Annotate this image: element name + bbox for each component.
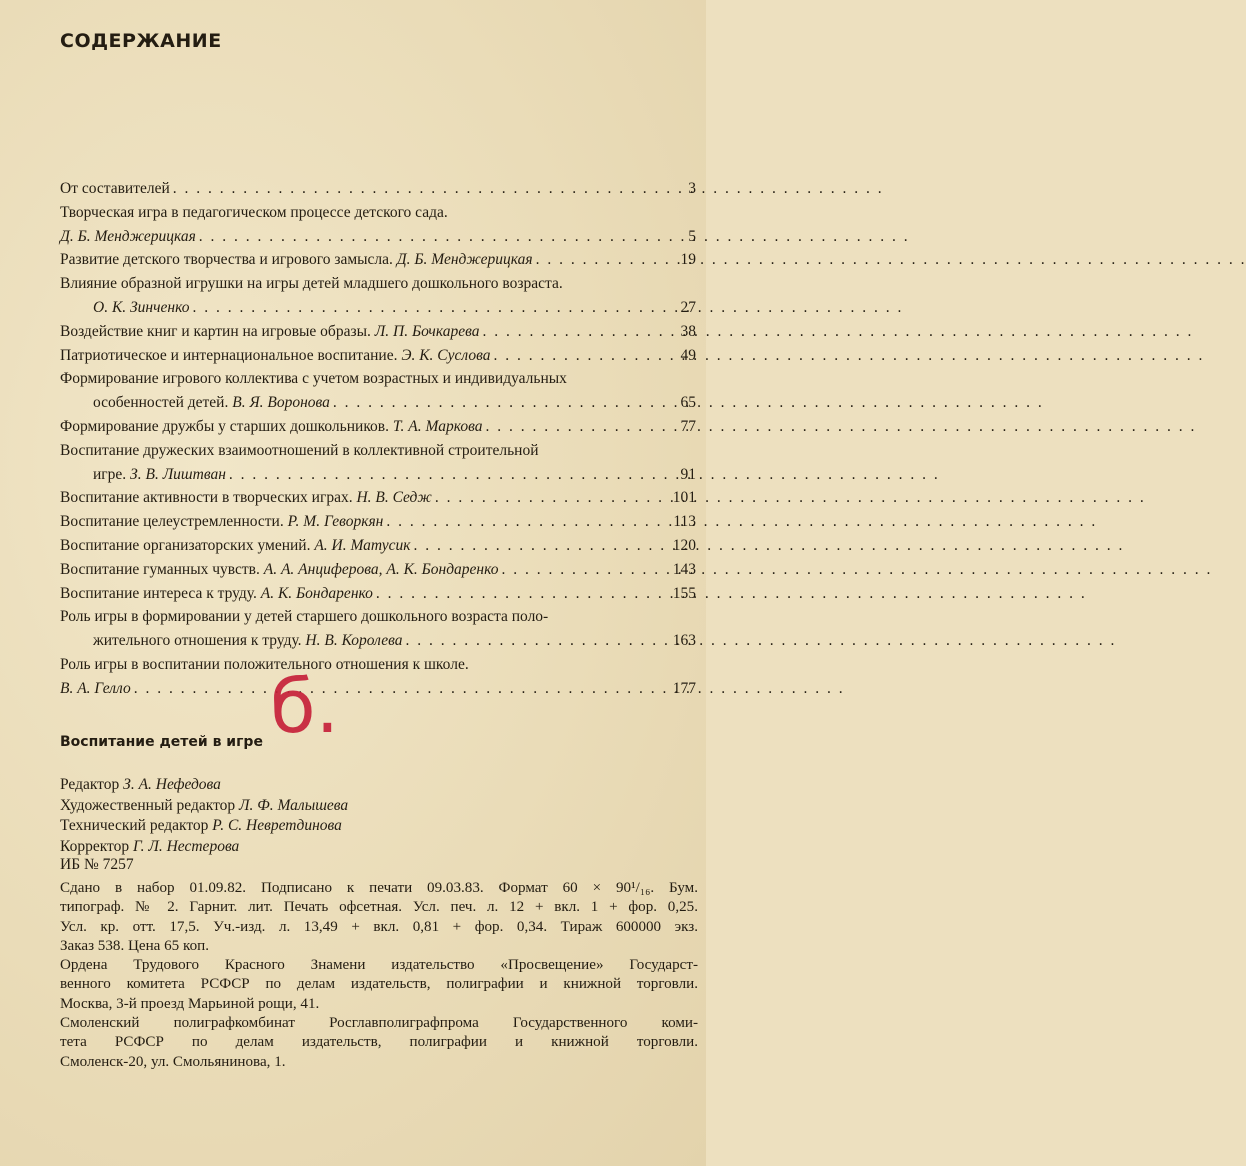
- toc-page-number: 91: [680, 465, 696, 483]
- toc-entry-text: [60, 275, 563, 293]
- toc-entry-text: [60, 180, 170, 198]
- toc-entry: [60, 323, 696, 347]
- toc-entry: [60, 489, 696, 513]
- toc-title: Формирование игрового коллектива с учетом возрастных и индивидуальных: [60, 370, 567, 388]
- toc-leader-dots: [192, 299, 668, 317]
- imprint-line: Заказ 538. Цена 65 коп.: [60, 937, 209, 954]
- toc-page-number: 101: [672, 489, 696, 507]
- toc-title: Роль игры в формировании у детей старшего дошкольного возраста поло-: [60, 608, 549, 626]
- toc-entry: [60, 394, 696, 418]
- toc-page-number: 27: [680, 298, 696, 316]
- toc-page-number: 38: [680, 322, 696, 340]
- toc-leader-dots: [376, 585, 668, 603]
- toc-author: Л. П. Бочкарева: [374, 322, 480, 340]
- toc-entry-text: [60, 442, 539, 460]
- toc-leader-dots: [134, 680, 668, 698]
- credit-person: Р. С. Невретдинова: [212, 817, 342, 835]
- toc-entry: [60, 537, 696, 561]
- toc-leader-dots: [493, 347, 668, 365]
- credit-role: Корректор: [60, 837, 130, 855]
- toc-title: Патриотическое и интернациональное воспитание.: [60, 346, 398, 364]
- toc-entry-text: [60, 680, 131, 698]
- toc-entry-text: [60, 585, 373, 603]
- imprint-block: [60, 880, 698, 1073]
- toc-entry-text: [93, 299, 189, 317]
- toc-title: Воспитание активности в творческих играх.: [60, 489, 353, 507]
- toc-title: Влияние образной игрушки на игры детей младшего дошкольного возраста.: [60, 275, 563, 293]
- toc-entry: [60, 251, 696, 275]
- toc-entry: [60, 442, 696, 466]
- toc-leader-dots: [485, 418, 668, 436]
- toc-leader-dots: [386, 513, 668, 531]
- toc-entry: [60, 370, 696, 394]
- toc-entry: [60, 204, 696, 228]
- toc-entry-text: [60, 251, 533, 269]
- toc-title: От составителей: [60, 180, 170, 197]
- toc-author: Р. М. Геворкян: [287, 513, 384, 531]
- credit-line: [60, 776, 700, 797]
- toc-entry-text: [60, 537, 411, 555]
- ib-number: ИБ № 7257: [60, 856, 134, 873]
- toc-entry: [60, 585, 696, 609]
- toc-leader-dots: [406, 632, 668, 650]
- toc-entry: [60, 632, 696, 656]
- toc-author: Н. В. Седж: [356, 489, 432, 507]
- toc-title: Роль игры в воспитании положительного отношения к школе.: [60, 655, 469, 673]
- toc-entry: [60, 608, 696, 632]
- toc-page-number: 19: [680, 251, 696, 269]
- imprint-line: Усл. кр. отт. 17,5. Уч.-изд. л. 13,49 + вкл. 0,81 + фор. 0,34. Тираж 600000 экз.: [60, 918, 698, 935]
- toc-leader-dots: [229, 466, 668, 484]
- toc-title: Развитие детского творчества и игрового замысла.: [60, 251, 393, 269]
- toc-page-number: 163: [672, 632, 696, 650]
- imprint-line: Москва, 3-й проезд Марьиной рощи, 41.: [60, 995, 320, 1012]
- imprint-line: Смоленский полиграфкомбинат Росглавполиграфпрома Государственного коми-: [60, 1015, 698, 1032]
- toc-page-number: 143: [672, 560, 696, 578]
- toc-page-number: 120: [672, 536, 696, 554]
- table-of-contents: [60, 180, 696, 704]
- toc-author: З. В. Лиштван: [130, 465, 226, 483]
- toc-leader-dots: [502, 561, 668, 579]
- toc-leader-dots: [414, 537, 669, 555]
- toc-leader-dots: [199, 228, 668, 246]
- toc-entry: [60, 513, 696, 537]
- toc-author: А. А. Анциферова, А. К. Бондаренко: [263, 560, 499, 578]
- toc-entry-text: [60, 489, 432, 507]
- toc-page-number: 5: [688, 227, 696, 245]
- handwritten-red-mark: б.: [270, 664, 340, 750]
- toc-leader-dots: [333, 394, 668, 412]
- credit-line: [60, 838, 700, 859]
- toc-author: А. И. Матусик: [314, 536, 411, 554]
- credit-person: Л. Ф. Малышева: [239, 796, 349, 814]
- toc-leader-dots: [482, 323, 668, 341]
- toc-entry-text: [60, 323, 479, 341]
- imprint-line: тета РСФСР по делам издательств, полиграфии и книжной торговли.: [60, 1034, 698, 1051]
- toc-entry-text: [60, 204, 448, 222]
- toc-entry: [60, 228, 696, 252]
- credit-role: Редактор: [60, 776, 120, 793]
- toc-entry: [60, 180, 696, 204]
- imprint-line: венного комитета РСФСР по делам издательств, полиграфии и книжной торговли.: [60, 976, 698, 993]
- toc-author: В. А. Гелло: [60, 679, 131, 697]
- toc-title: Формирование дружбы у старших дошкольников.: [60, 417, 390, 435]
- toc-entry-text: [60, 228, 196, 246]
- credit-line: [60, 797, 700, 818]
- book-title: Воспитание детей в игре: [60, 734, 263, 750]
- toc-entry-text: [60, 370, 567, 388]
- toc-entry-text: [60, 418, 482, 436]
- toc-entry: [60, 299, 696, 323]
- toc-author: В. Я. Воронова: [232, 394, 330, 412]
- toc-author: Д. Б. Менджерицкая: [396, 251, 533, 269]
- toc-author: О. К. Зинченко: [93, 298, 190, 316]
- toc-title: Творческая игра в педагогическом процессе детского сада.: [60, 203, 448, 221]
- toc-page-number: 3: [688, 180, 696, 197]
- toc-title: Воспитание целеустремленности.: [60, 513, 284, 531]
- toc-leader-dots: [173, 180, 668, 198]
- toc-title: Воспитание интереса к труду.: [60, 584, 257, 602]
- toc-page-number: 177: [672, 679, 696, 697]
- toc-leader-dots: [536, 251, 668, 269]
- toc-entry-text: [60, 347, 490, 365]
- toc-entry-text: [60, 608, 548, 626]
- toc-entry: [60, 275, 696, 299]
- imprint-line: Сдано в набор 01.09.82. Подписано к печати 09.03.83. Формат 60 × 90¹/₁₆. Бум.: [60, 880, 698, 896]
- toc-title: Воспитание организаторских умений.: [60, 536, 311, 554]
- toc-page-number: 113: [673, 513, 696, 531]
- toc-title: Воспитание дружеских взаимоотношений в коллективной строительной: [60, 441, 539, 459]
- toc-author: Д. Б. Менджерицкая: [60, 227, 196, 245]
- toc-entry: [60, 680, 696, 704]
- toc-author: А. К. Бондаренко: [260, 584, 373, 602]
- imprint-line: Ордена Трудового Красного Знамени издательство «Просвещение» Государст-: [60, 957, 698, 974]
- credit-person: З. А. Нефедова: [123, 776, 221, 793]
- toc-page-number: 49: [680, 346, 696, 364]
- toc-entry: [60, 466, 696, 490]
- toc-title: жительного отношения к труду.: [93, 632, 302, 650]
- toc-author: Н. В. Королева: [305, 632, 403, 650]
- toc-title: Воспитание гуманных чувств.: [60, 560, 260, 578]
- credit-role: Технический редактор: [60, 817, 209, 835]
- credit-role: Художественный редактор: [60, 796, 236, 814]
- credit-line: [60, 817, 700, 838]
- contents-heading: СОДЕРЖАНИЕ: [60, 30, 222, 52]
- toc-title: игре.: [93, 465, 127, 483]
- imprint-line: типограф. № 2. Гарнит. лит. Печать офсетная. Усл. печ. л. 12 + вкл. 1 + фор. 0,25.: [60, 899, 698, 916]
- imprint-line: Смоленск-20, ул. Смольянинова, 1.: [60, 1053, 286, 1070]
- toc-entry: [60, 418, 696, 442]
- toc-entry: [60, 656, 696, 680]
- credit-person: Г. Л. Нестерова: [132, 837, 240, 855]
- toc-title: Воздействие книг и картин на игровые образы.: [60, 322, 371, 340]
- toc-entry-text: [93, 632, 403, 650]
- toc-entry-text: [60, 561, 499, 579]
- editorial-credits: [60, 776, 700, 858]
- toc-page-number: 65: [680, 394, 696, 412]
- toc-entry-text: [93, 466, 226, 484]
- toc-author: Т. А. Маркова: [392, 417, 483, 435]
- toc-author: Э. К. Суслова: [401, 346, 491, 364]
- toc-entry-text: [60, 513, 383, 531]
- toc-leader-dots: [435, 489, 668, 507]
- toc-entry-text: [60, 656, 469, 674]
- toc-entry: [60, 561, 696, 585]
- toc-entry: [60, 347, 696, 371]
- toc-page-number: 155: [672, 584, 696, 602]
- toc-title: особенностей детей.: [93, 394, 229, 412]
- toc-entry-text: [93, 394, 330, 412]
- toc-page-number: 77: [680, 417, 696, 435]
